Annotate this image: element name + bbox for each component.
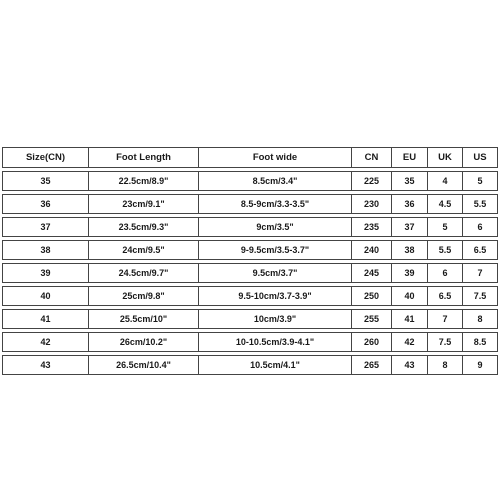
header-size-cn: Size(CN) (2, 147, 88, 168)
table-row (2, 309, 498, 329)
cell-foot-wide: 9.5cm/3.7" (198, 263, 351, 283)
cell-us: 6 (462, 217, 498, 237)
cell-eu: 40 (391, 286, 427, 306)
cell-uk: 8 (427, 355, 462, 375)
cell-uk: 6.5 (427, 286, 462, 306)
cell-us: 7.5 (462, 286, 498, 306)
header-foot-wide: Foot wide (198, 147, 351, 168)
cell-foot-wide: 8.5-9cm/3.3-3.5" (198, 194, 351, 214)
cell-foot-length: 25cm/9.8" (88, 286, 198, 306)
cell-foot-wide: 9.5-10cm/3.7-3.9" (198, 286, 351, 306)
cell-size-cn: 38 (2, 240, 88, 260)
table-row (2, 263, 498, 283)
size-chart-body (2, 171, 498, 375)
cell-foot-wide: 8.5cm/3.4" (198, 171, 351, 191)
cell-us: 6.5 (462, 240, 498, 260)
cell-cn: 265 (351, 355, 391, 375)
cell-cn: 225 (351, 171, 391, 191)
cell-size-cn: 42 (2, 332, 88, 352)
table-header-row (2, 147, 498, 168)
cell-cn: 245 (351, 263, 391, 283)
cell-foot-wide: 10.5cm/4.1" (198, 355, 351, 375)
cell-size-cn: 41 (2, 309, 88, 329)
cell-cn: 230 (351, 194, 391, 214)
header-cn: CN (351, 147, 391, 168)
cell-cn: 255 (351, 309, 391, 329)
cell-uk: 4.5 (427, 194, 462, 214)
header-eu: EU (391, 147, 427, 168)
cell-us: 8 (462, 309, 498, 329)
cell-foot-length: 26cm/10.2" (88, 332, 198, 352)
table-row (2, 286, 498, 306)
cell-size-cn: 40 (2, 286, 88, 306)
cell-uk: 5 (427, 217, 462, 237)
cell-foot-length: 23.5cm/9.3" (88, 217, 198, 237)
cell-size-cn: 37 (2, 217, 88, 237)
cell-size-cn: 35 (2, 171, 88, 191)
cell-uk: 7.5 (427, 332, 462, 352)
cell-uk: 7 (427, 309, 462, 329)
cell-us: 8.5 (462, 332, 498, 352)
cell-cn: 235 (351, 217, 391, 237)
cell-foot-wide: 9-9.5cm/3.5-3.7" (198, 240, 351, 260)
cell-us: 9 (462, 355, 498, 375)
cell-foot-wide: 10cm/3.9" (198, 309, 351, 329)
cell-foot-length: 24cm/9.5" (88, 240, 198, 260)
cell-eu: 42 (391, 332, 427, 352)
cell-us: 5.5 (462, 194, 498, 214)
cell-foot-wide: 10-10.5cm/3.9-4.1" (198, 332, 351, 352)
table-row (2, 355, 498, 375)
cell-size-cn: 39 (2, 263, 88, 283)
cell-size-cn: 36 (2, 194, 88, 214)
cell-uk: 6 (427, 263, 462, 283)
size-chart-table (2, 144, 498, 378)
header-us: US (462, 147, 498, 168)
table-row (2, 332, 498, 352)
cell-uk: 5.5 (427, 240, 462, 260)
cell-eu: 35 (391, 171, 427, 191)
header-foot-length: Foot Length (88, 147, 198, 168)
cell-eu: 43 (391, 355, 427, 375)
cell-size-cn: 43 (2, 355, 88, 375)
cell-uk: 4 (427, 171, 462, 191)
cell-eu: 41 (391, 309, 427, 329)
cell-eu: 39 (391, 263, 427, 283)
table-row (2, 171, 498, 191)
cell-cn: 250 (351, 286, 391, 306)
table-row (2, 240, 498, 260)
cell-eu: 37 (391, 217, 427, 237)
cell-cn: 240 (351, 240, 391, 260)
cell-cn: 260 (351, 332, 391, 352)
cell-us: 5 (462, 171, 498, 191)
cell-foot-length: 25.5cm/10" (88, 309, 198, 329)
header-uk: UK (427, 147, 462, 168)
cell-foot-length: 23cm/9.1" (88, 194, 198, 214)
cell-foot-wide: 9cm/3.5" (198, 217, 351, 237)
cell-foot-length: 26.5cm/10.4" (88, 355, 198, 375)
table-row (2, 217, 498, 237)
cell-eu: 36 (391, 194, 427, 214)
table-row (2, 194, 498, 214)
cell-us: 7 (462, 263, 498, 283)
cell-eu: 38 (391, 240, 427, 260)
cell-foot-length: 24.5cm/9.7" (88, 263, 198, 283)
cell-foot-length: 22.5cm/8.9" (88, 171, 198, 191)
